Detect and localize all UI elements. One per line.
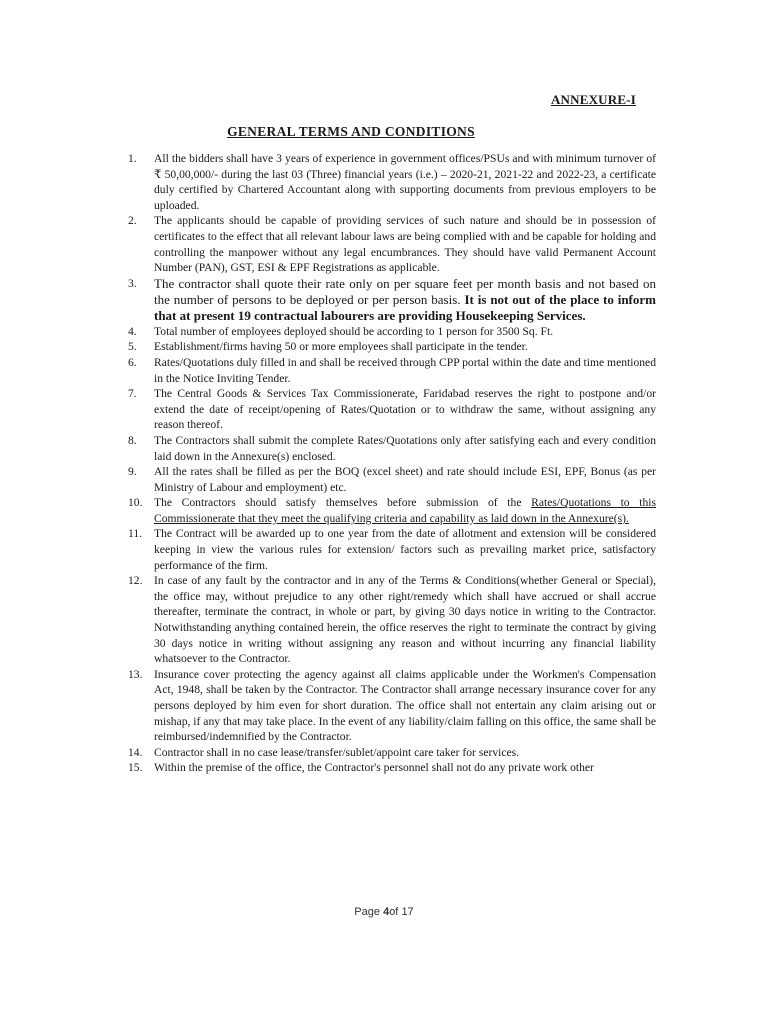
term-number: 11.	[128, 527, 143, 541]
annexure-label: ANNEXURE-I	[550, 92, 636, 107]
term-text	[154, 276, 656, 324]
term-item	[128, 355, 656, 386]
term-item	[128, 324, 656, 340]
page-total: 17	[401, 906, 414, 918]
term-text: Establishment/firms having 50 or more employees shall participate in the tender.	[154, 340, 528, 354]
term-item	[128, 526, 656, 573]
term-number: 5.	[128, 340, 137, 354]
term-item	[128, 151, 656, 213]
term-number: 6.	[128, 355, 137, 369]
term-number: 8.	[128, 433, 137, 447]
term-text: All the rates shall be filled as per the BOQ (excel sheet) and rate should include ESI, EPF, Bonus (as per Ministry of Labour and employment) etc.	[154, 465, 656, 494]
term-number: 14.	[128, 745, 143, 759]
term-text: The Contractors shall submit the complete Rates/Quotations only after satisfying each and every condition laid down in the Annexure(s) enclosed.	[154, 433, 656, 463]
page-current: 4	[383, 906, 390, 918]
term-number: 15.	[128, 761, 143, 775]
term-item	[128, 760, 656, 776]
term-number: 12.	[128, 574, 143, 588]
term-text: The applicants should be capable of providing services of such nature and should be in possession of certificates to the effect that all relevant labour laws are being complied with and be capable for holding and controlling the manpower without any legal encumbrances. They should have valid Permanent Account Number (PAN), GST, ESI & EPF Registrations as applicable.	[154, 214, 656, 275]
term-text: Insurance cover protecting the agency against all claims applicable under the Workmen's Compensation Act, 1948, shall be taken by the Contractor. The Contractor shall arrange necessary insurance cover for any persons deployed by him even for short duration. The office shall not entertain any claim arising out or mishap, if any that may take place. In the event of any liability/claim falling on this office, the same shall be reimbursed/indemnified by the Contractor.	[154, 667, 656, 744]
term-number: 4.	[128, 324, 137, 338]
term-text-part: The Contractors should satisfy themselves before submission of the	[154, 496, 532, 510]
term-item	[128, 213, 656, 275]
page-title: GENERAL TERMS AND CONDITIONS	[227, 124, 475, 139]
term-number: 10.	[128, 496, 143, 510]
term-number: 13.	[128, 667, 143, 681]
term-text: Rates/Quotations duly filled in and shall be received through CPP portal within the date and time mentioned in the Notice Inviting Tender.	[154, 355, 656, 385]
term-number: 7.	[128, 387, 137, 401]
term-text	[154, 495, 656, 526]
term-number: 2.	[128, 214, 137, 228]
term-text: In case of any fault by the contractor and in any of the Terms & Conditions(whether General or Special), the office may, without prejudice to any other right/remedy which shall have accrued or shall accrue thereafter, terminate the contract, in whole or part, by giving 30 days notice in writing to the Contractor. Notwithstanding anything contained herein, the office reserves the right to terminate the contract by giving 30 days notice in writing without assigning any reason and without incurring any financial liability whatsoever to the Contractor.	[154, 574, 656, 666]
term-number: 3.	[128, 276, 137, 290]
term-item	[128, 573, 656, 667]
term-item	[128, 339, 656, 355]
term-item	[128, 495, 656, 526]
term-number: 9.	[128, 465, 137, 479]
page-label: Page	[354, 906, 380, 918]
term-item	[128, 745, 656, 761]
page-of: of	[389, 906, 399, 918]
term-number: 1.	[128, 152, 137, 165]
term-text: Contractor shall in no case lease/transfer/sublet/appoint care taker for services.	[154, 745, 520, 759]
term-text: The Central Goods & Services Tax Commissionerate, Faridabad reserves the right to postpone and/or extend the date of receipt/opening of Rates/Quotation or to withdraw the same, without assigning any reason thereof.	[154, 387, 656, 432]
terms-list	[128, 151, 656, 776]
page-footer	[0, 906, 768, 918]
term-item	[128, 386, 656, 433]
term-item	[128, 464, 656, 495]
term-item	[128, 667, 656, 745]
term-underlined-text: Rates/Quotations to this Commissionerate that they meet the qualifying criteria and capability as laid down in the Annexure(s).	[154, 496, 656, 525]
term-text-part: The contractor shall quote their rate only on per square feet per month basis and not based on the number of persons to be deployed or per person basis.	[154, 275, 656, 307]
term-item	[128, 276, 656, 324]
term-text: The Contract will be awarded up to one year from the date of allotment and extension will be considered keeping in view the various rules for extension/ factors such as prevailing market price, satisfactory performance of the firm.	[154, 527, 656, 572]
term-item	[128, 433, 656, 464]
term-emphasis: It is not out of the place to inform that at present 19 contractual labourers are providing Housekeeping Services.	[154, 291, 656, 323]
term-text: Total number of employees deployed should be according to 1 person for 3500 Sq. Ft.	[154, 324, 554, 338]
term-text: All the bidders shall have 3 years of experience in government offices/PSUs and with minimum turnover of ₹ 50,00,000/- during the last 03 (Three) financial years (i.e.) – 2020-21, 2021-22 and 2022-23, a certificate duly certified by Chartered Accountant along with supporting documents from previous employers to be uploaded.	[154, 152, 656, 212]
term-text: Within the premise of the office, the Contractor's personnel shall not do any private work other	[154, 761, 594, 775]
